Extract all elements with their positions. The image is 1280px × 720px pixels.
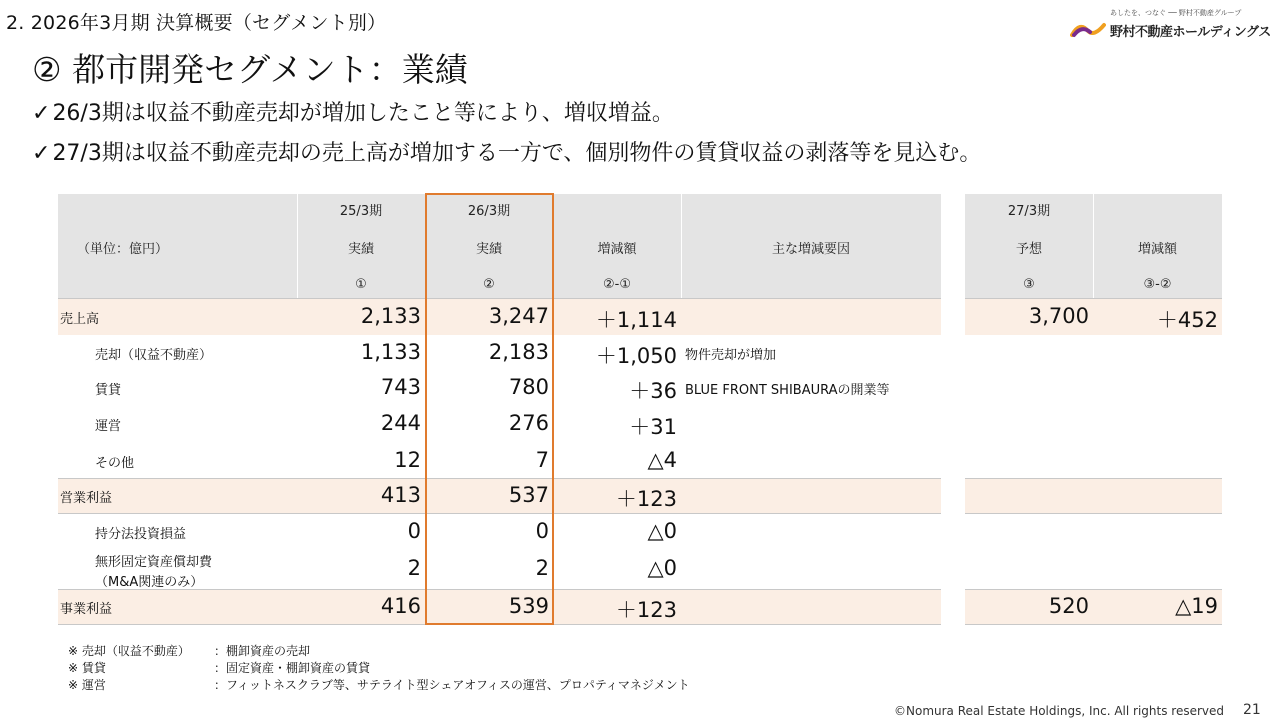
col-25-mark: ① — [355, 277, 367, 292]
row-label: 事業利益 — [60, 602, 113, 617]
cell-diff: △4 — [647, 448, 677, 472]
cell-25: 1,133 — [360, 340, 421, 364]
row-divider — [965, 513, 1222, 514]
cell-26: 3,247 — [488, 304, 549, 328]
cell-diff: ＋1,114 — [595, 308, 677, 332]
current-year-highlight — [425, 193, 554, 625]
row-label: 運営 — [95, 419, 122, 434]
page-number: 21 — [1243, 702, 1261, 718]
row-label: 売上高 — [60, 312, 100, 327]
cell-diff: ＋36 — [629, 379, 677, 403]
col-27-mark: ③ — [1023, 277, 1035, 292]
row-label: 無形固定資産償却費 — [95, 555, 213, 570]
cell-diff: ＋123 — [615, 487, 677, 511]
cell-25: 2 — [407, 556, 421, 580]
cell-25: 413 — [380, 483, 421, 507]
col-27-period: 27/3期 — [1007, 204, 1051, 219]
cell-25: 743 — [380, 375, 421, 399]
check-icon: ✓ — [32, 141, 51, 166]
note-desc: ：固定資産・棚卸資産の賃貸 — [214, 661, 371, 675]
cell-25: 244 — [380, 411, 421, 435]
row-highlight — [965, 478, 1222, 514]
row-label: 賃貸 — [95, 383, 122, 398]
row-divider — [965, 624, 1222, 625]
cell-25: 2,133 — [360, 304, 421, 328]
cell-25: 416 — [380, 594, 421, 618]
cell-26: 537 — [508, 483, 549, 507]
note-term: ※ 運営 — [68, 678, 106, 692]
cell-25: 12 — [394, 448, 421, 472]
section-title: 2. 2026年3月期 決算概要（セグメント別） — [6, 12, 387, 34]
cell-reason: BLUE FRONT SHIBAURAの開業等 — [685, 383, 890, 398]
cell-diff: ＋31 — [629, 415, 677, 439]
col-26-mark: ② — [483, 277, 495, 292]
note-term: ※ 売却（収益不動産） — [68, 644, 190, 658]
cell-26: 7 — [535, 448, 549, 472]
logo-swoosh-icon — [1070, 19, 1106, 39]
cell-diff27: ＋452 — [1156, 308, 1218, 332]
note-desc: ：フィットネスクラブ等、サテライト型シェアオフィスの運営、プロパティマネジメント — [214, 678, 690, 692]
col-reason-kind: 主な増減要因 — [771, 242, 850, 257]
col-diff27-mark: ③-② — [1143, 277, 1172, 292]
cell-26: 276 — [508, 411, 549, 435]
cell-27: 520 — [1048, 594, 1089, 618]
cell-26: 2 — [535, 556, 549, 580]
row-label: 売却（収益不動産） — [95, 348, 213, 363]
col-diff27-kind: 増減額 — [1137, 242, 1177, 257]
company-logo — [1070, 8, 1270, 40]
row-label: 営業利益 — [60, 491, 113, 506]
col-diff-kind: 増減額 — [597, 242, 637, 257]
row-divider — [965, 298, 1222, 299]
cell-diff: ＋1,050 — [595, 344, 677, 368]
unit-label: （単位：億円） — [77, 242, 169, 257]
cell-diff: △0 — [647, 519, 677, 543]
check-icon: ✓ — [32, 101, 51, 126]
cell-reason: 物件売却が増加 — [685, 348, 777, 363]
cell-diff: ＋123 — [615, 598, 677, 622]
col-25-period: 25/3期 — [339, 204, 383, 219]
col-27-kind: 予想 — [1015, 242, 1042, 257]
cell-26: 780 — [508, 375, 549, 399]
row-divider — [965, 478, 1222, 479]
bullet-item — [32, 136, 981, 167]
logo-name: 野村不動産ホールディングス — [1110, 25, 1271, 40]
cell-diff27: △19 — [1175, 594, 1218, 618]
bullet-text: 27/3期は収益不動産売却の売上高が増加する一方で、個別物件の賃貸収益の剥落等を見込む。 — [52, 141, 982, 166]
col-25-kind: 実績 — [347, 242, 374, 257]
note-desc: ：棚卸資産の売却 — [214, 644, 311, 658]
cell-25: 0 — [407, 519, 421, 543]
cell-26: 539 — [508, 594, 549, 618]
logo-tagline: あしたを、つなぐ ── 野村不動産グループ — [1110, 9, 1242, 17]
cell-27: 3,700 — [1028, 304, 1089, 328]
cell-26: 2,183 — [488, 340, 549, 364]
bullet-item — [32, 96, 674, 127]
bullet-text: 26/3期は収益不動産売却が増加したこと等により、増収増益。 — [52, 101, 674, 126]
col-26-kind: 実績 — [475, 242, 502, 257]
cell-26: 0 — [535, 519, 549, 543]
row-label-sub: （M&A関連のみ） — [95, 575, 204, 590]
cell-diff: △0 — [647, 556, 677, 580]
copyright: ©Nomura Real Estate Holdings, Inc. All rights reserved — [894, 704, 1224, 718]
note-term: ※ 賃貸 — [68, 661, 106, 675]
col-26-period: 26/3期 — [467, 204, 511, 219]
row-label: その他 — [95, 456, 135, 471]
row-divider — [965, 589, 1222, 590]
page-title: ② 都市開発セグメント：業績 — [32, 50, 468, 89]
row-label: 持分法投資損益 — [95, 527, 187, 542]
col-diff-mark: ②-① — [603, 277, 631, 292]
